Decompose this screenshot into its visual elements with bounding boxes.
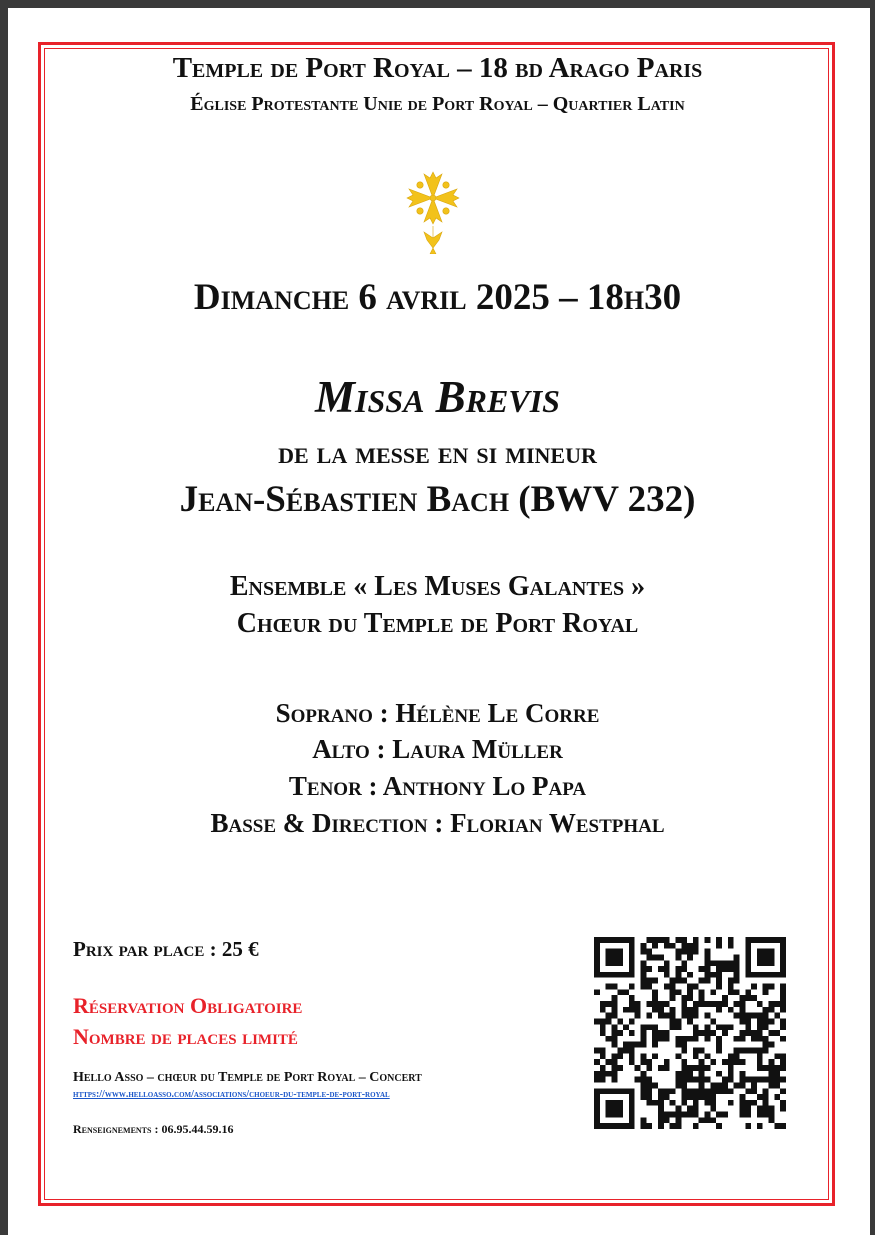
qr-code[interactable] — [594, 936, 786, 1130]
helloasso-link[interactable]: https://www.helloasso.com/associations/choeur-du-temple-de-port-royal — [73, 1089, 390, 1100]
soloist-alto: Alto : Laura Müller — [312, 734, 563, 764]
venue-title: Temple de Port Royal – 18 bd Arago Paris — [172, 52, 703, 84]
reservation-required: Réservation Obligatoire — [73, 993, 303, 1018]
huguenot-cross-icon — [402, 168, 464, 254]
event-date: Dimanche 6 avril 2025 – 18h30 — [193, 277, 682, 318]
church-name: Église Protestante Unie de Port Royal – Quartier Latin — [190, 93, 685, 115]
ticket-price: Prix par place : 25 € — [73, 937, 259, 961]
work-subtitle: de la messe en si mineur — [278, 434, 597, 470]
work-title: Missa Brevis — [315, 372, 560, 422]
ensemble-name: Ensemble « Les Muses Galantes » — [229, 571, 646, 602]
soloist-tenor: Tenor : Anthony Lo Papa — [288, 771, 587, 801]
choir-name: Chœur du Temple de Port Royal — [236, 608, 639, 639]
limited-seats: Nombre de places limité — [73, 1024, 298, 1049]
contact-phone: Renseignements : 06.95.44.59.16 — [73, 1122, 234, 1136]
bass-and-director: Basse & Direction : Florian Westphal — [210, 808, 665, 838]
soloist-soprano: Soprano : Hélène Le Corre — [275, 698, 600, 728]
composer-line: Jean-Sébastien Bach (BWV 232) — [179, 479, 696, 520]
helloasso-label: Hello Asso – chœur du Temple de Port Royal – Concert — [73, 1070, 422, 1085]
